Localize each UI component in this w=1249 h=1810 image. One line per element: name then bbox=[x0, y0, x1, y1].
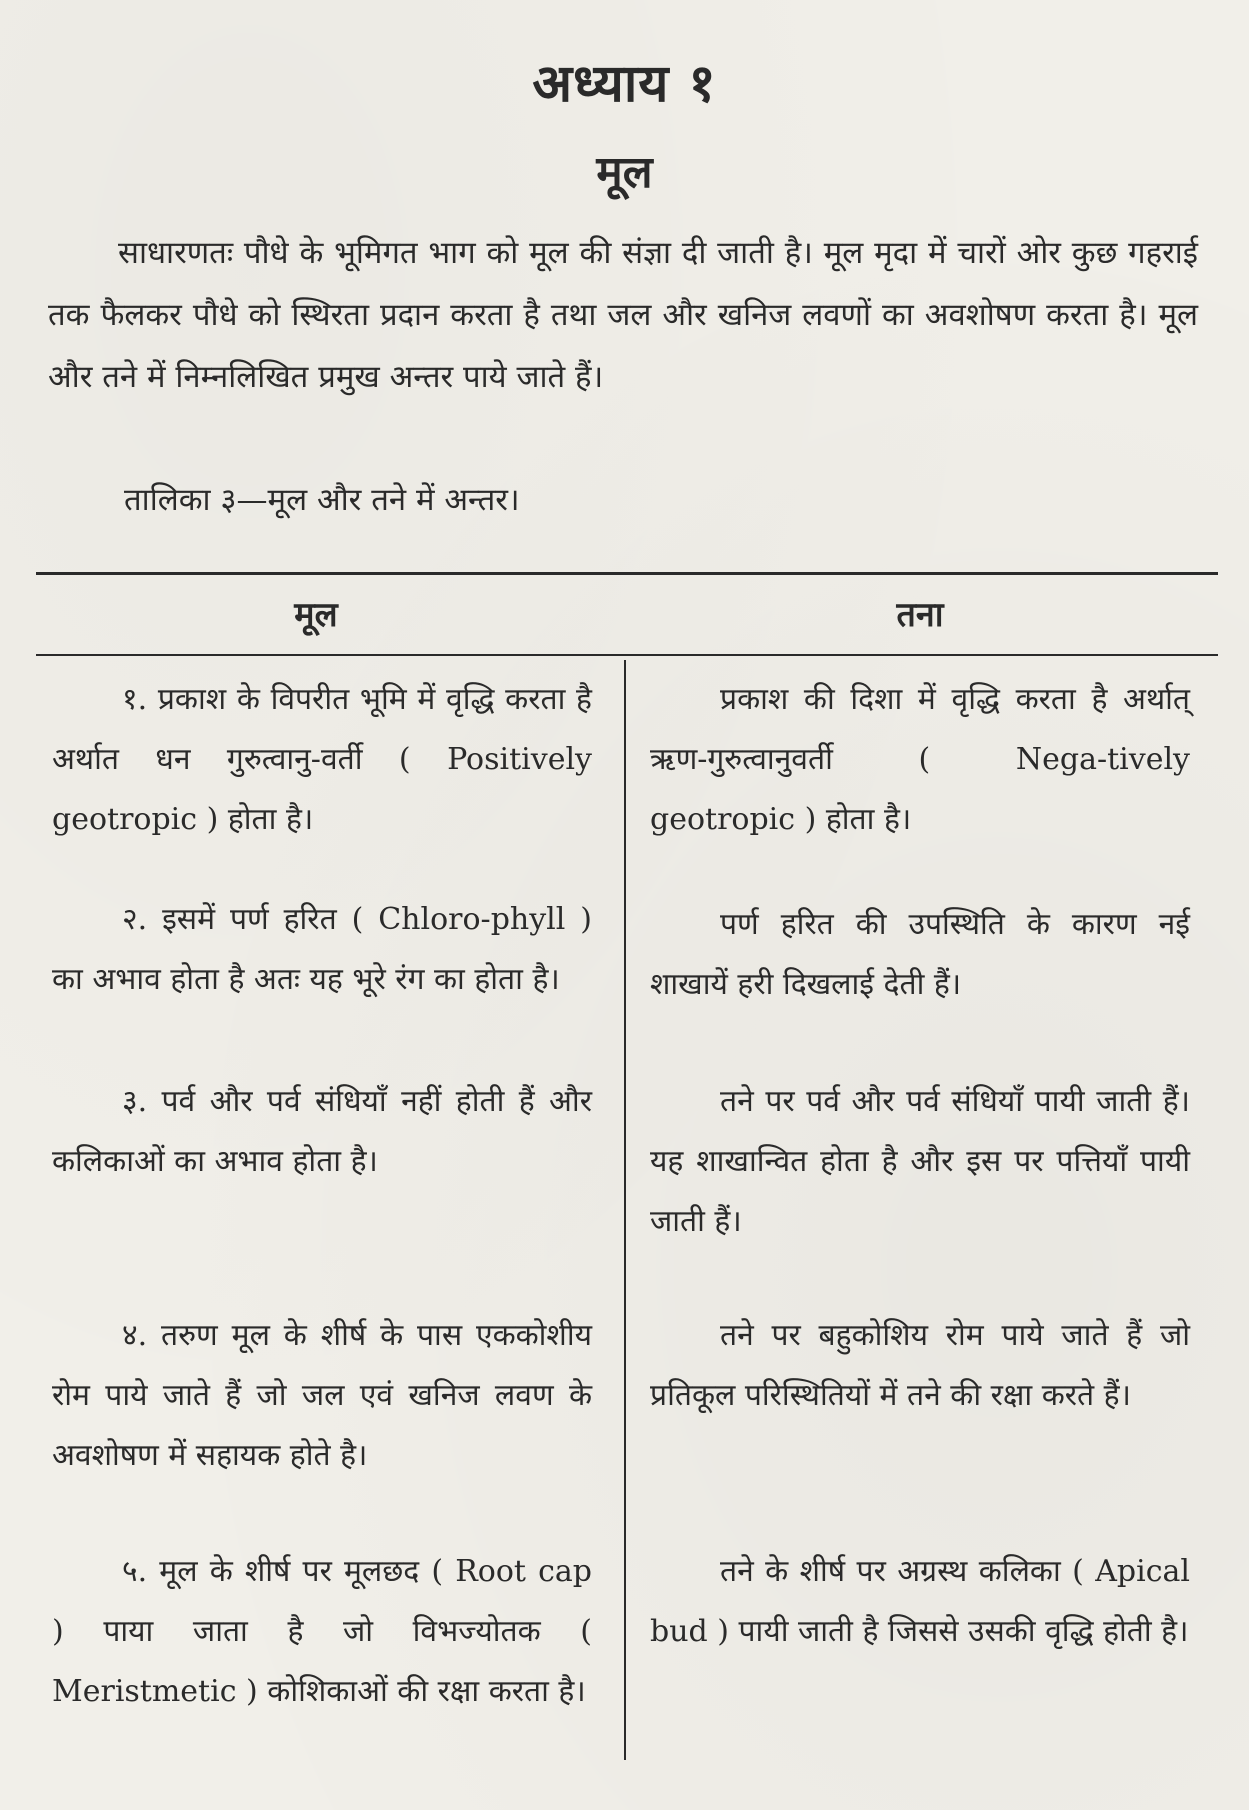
table-cell-root-1: १. प्रकाश के विपरीत भूमि में वृद्धि करता है अर्थात धन गुरुत्वानु-वर्ती ( Positively geotropic ) होता है। bbox=[52, 682, 592, 837]
column-divider bbox=[624, 660, 626, 1760]
table-top-rule bbox=[36, 572, 1218, 575]
table-caption: तालिका ३—मूल और तने में अन्तर। bbox=[124, 482, 520, 518]
table-cell-stem-4: तने पर बहुकोशिय रोम पाये जाते हैं जो प्रतिकूल परिस्थितियों में तने की रक्षा करते हैं। bbox=[650, 1318, 1190, 1413]
column-header-root: मूल bbox=[294, 595, 338, 635]
table-cell-root-3: ३. पर्व और पर्व संधियाँ नहीं होती हैं और कलिकाओं का अभाव होता है। bbox=[52, 1084, 592, 1179]
table-header-rule bbox=[36, 654, 1218, 656]
chapter-title: अध्याय १ bbox=[532, 53, 717, 114]
table-cell-root-5: ५. मूल के शीर्ष पर मूलछद ( Root cap ) पाया जाता है जो विभज्योतक ( Meristmetic ) कोशिकाओं की रक्षा करता है। bbox=[52, 1554, 592, 1709]
table-cell-stem-5: तने के शीर्ष पर अग्रस्थ कलिका ( Apical bud ) पायी जाती है जिससे उसकी वृद्धि होती है। bbox=[650, 1554, 1190, 1649]
table-cell-stem-2: पर्ण हरित की उपस्थिति के कारण नई शाखायें हरी दिखलाई देती हैं। bbox=[650, 907, 1190, 1002]
section-title: मूल bbox=[596, 147, 653, 198]
table-cell-stem-3: तने पर पर्व और पर्व संधियाँ पायी जाती हैं। यह शाखान्वित होता है और इस पर पत्तियाँ पायी जाती हैं। bbox=[650, 1084, 1190, 1239]
table-cell-stem-1: प्रकाश की दिशा में वृद्धि करता है अर्थात् ऋण-गुरुत्वानुवर्ती ( Nega-tively geotropic ) होता है। bbox=[650, 682, 1190, 837]
intro-paragraph: साधारणतः पौधे के भूमिगत भाग को मूल की संज्ञा दी जाती है। मूल मृदा में चारों ओर कुछ गहराई तक फैलकर पौधे को स्थिरता प्रदान करता है तथा जल और खनिज लवणों का अवशोषण करता है। मूल और तने में निम्नलिखित प्रमुख अन्तर पाये जाते हैं। bbox=[48, 235, 1198, 395]
table-cell-root-2: २. इसमें पर्ण हरित ( Chloro-phyll ) का अभाव होता है अतः यह भूरे रंग का होता है। bbox=[52, 902, 592, 997]
table-cell-root-4: ४. तरुण मूल के शीर्ष के पास एककोशीय रोम पाये जाते हैं जो जल एवं खनिज लवण के अवशोषण में सहायक होते है। bbox=[52, 1318, 592, 1473]
column-header-stem: तना bbox=[896, 595, 944, 635]
